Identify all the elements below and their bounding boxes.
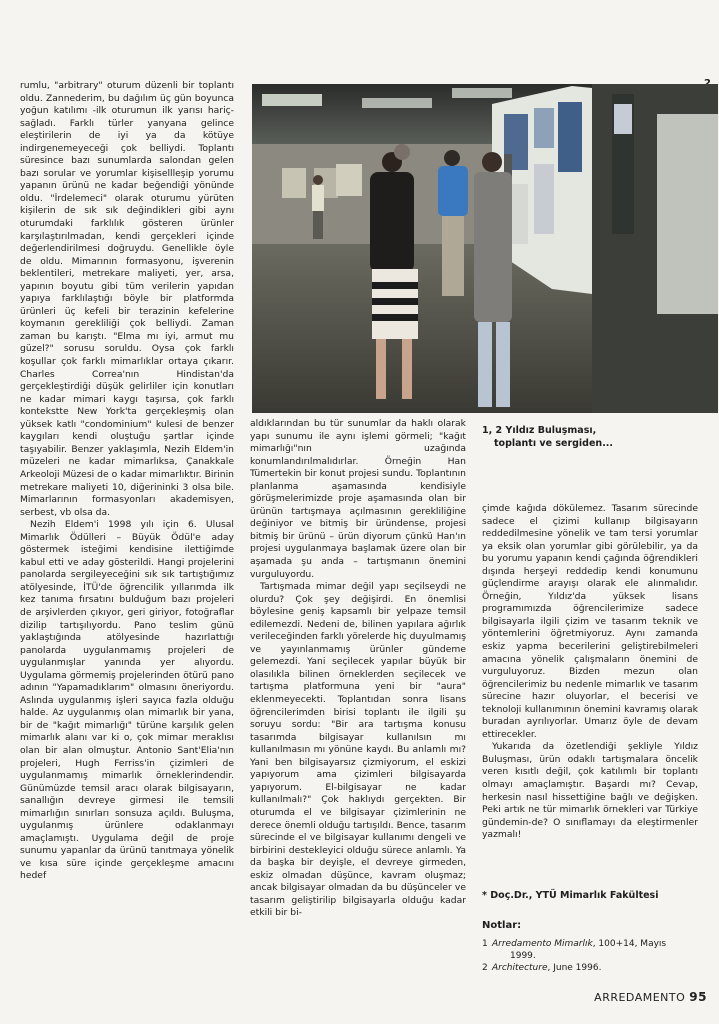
note-title: Arredamento Mimarlık (492, 939, 593, 949)
caption-line: toplantı ve sergiden... (494, 438, 614, 449)
magazine-name: ARREDAMENTO (594, 991, 686, 1004)
note-item (482, 938, 702, 950)
text-column-3 (482, 503, 698, 841)
photo-caption (482, 424, 702, 450)
caption-line: 1, 2 Yıldız Buluşması, (482, 425, 597, 436)
paragraph: çimde kağıda dökülemez. Tasarım sürecinde sadece el çizimi kullanıp bilgisayarın reddedilmesine yönelik ve tam tersi yorumlar ya eksik olan yorumlar gibi görülebilir, ya da bu yorumu yapanın kendi çağında öğrendikleri dışında herşeyi reddedip kendi konumunu güçlendirme arayışı olarak ele alınmalıdır. Örneğin, Yıldız'da yüksek lisans programımızda öğrencilerimize sadece bilgisayarla ilgili çizim ve tasarım teknik ve yöntemlerini öğretmiyoruz. Aynı zamanda eskiz yapma becerilerini geliştirebilmeleri amacına yönelik çalışmaların önemini de vurguluyoruz. Bizden mezun olan öğrencilerimiz bu nedenle mimarlık ve tasarım sürecine hazır oluyorlar, el becerisi ve teknoloji kullanımının önemini kavramış olarak buradan ayrılıyorlar. Umarız öyle de devam ettirecekler. (482, 503, 698, 740)
note-text (492, 938, 666, 950)
author-affiliation: * Doç.Dr., YTÜ Mimarlık Fakültesi (482, 890, 659, 901)
note-details: , 100+14, Mayıs (592, 939, 667, 949)
exhibition-photo (252, 84, 718, 413)
page-number: 95 (689, 990, 707, 1004)
note-text (492, 962, 601, 974)
page-footer (594, 990, 707, 1004)
paragraph: Tartışmada mimar değil yapı seçilseydi ne olurdu? Çok şey değişirdi. En önemlisi böylesine geniş kapsamlı bir yelpaze temsil edilemezdi. Nedeni de, bilinen yapılara ağırlık verileceğinden farklı yörelerde hiç duyulmamış ve yayınlanmamış ürünler gündeme gelemezdi. Yani seçilecek yapılar büyük bir olasılıkla bilinen örneklerden seçilecek ve tartışma platformuna yeni bir "aura" eklenmeyecekti. Toplantıdan sonra lisans öğrencilerimden birisi toplantı ile ilgili şu soruyu sordu: "Bir ara tartışma konusu tasarımda bilgisayar kullanılsın mı kullanılmasın mı yönüne kaydı. Bu anlamlı mı? Yani ben bilgisayarsız çizmiyorum, el eskizi yapıyorum ama çizimleri bilgisayarda yapıyorum. El-bilgisayar ne kadar kullanılmalı?" Çok haklıydı gerçekten. Bir oturumda el ve bilgisayar çizimlerinin ne derece önemli olduğu tartışıldı. Bence, tasarım sürecinde el ve bilgisayar kullanımı dengeli ve birbirini destekleyici olduğu sürece anlamlı. Ya da başka bir deyişle, el devreye girmeden, eskiz olmadan düşünce, kavram oluşmaz; ancak bilgisayar olmadan da bu düşünceler ve tasarım geliştirilip bilgisayarla olduğu kadar etkili bir bi- (250, 581, 466, 919)
notes-heading: Notlar: (482, 920, 522, 931)
notes-list (482, 938, 702, 974)
note-number: 2 (482, 963, 488, 973)
paragraph: Yukarıda da özetlendiği şekliyle Yıldız Buluşması, ürün odaklı tartışmalara öncelik veren kısıtlı değil, çok katılımlı bir toplantı olmayı amaçlamıştır. Başardı mı? Cevap, herkesin nasıl hissettiğine bağlı ve değişken. Peki artık ne tür mimarlık örnekleri var Türkiye gündemin-de? O sınıflamayı da eleştirmenler yazmalı! (482, 741, 698, 841)
paragraph: Nezih Eldem'i 1998 yılı için 6. Ulusal Mimarlık Ödülleri – Büyük Ödül'e aday göstermek isteğimi kendisine ilettiğimde kabul etti ve aday gösterildi. Hangi projelerini panolarda sergileyeceğini sık sık tartıştığımız atölyesinde, İTÜ'de öğrencilik yıllarımda ilk kez tanıma fırsatını bulduğum bazı projeleri de arşivlerden çıkıyor, geri giriyor, fotoğraflar dizilip tartışılıyordu. Pano teslim günü yaklaştığında atölyesinde hazırlattığı panolarda uygulanmamış projeleri de uygulanmışlar yanında yer alıyordu. Uygulama görmemiş projelerinden ötürü pano adının "Yapamadıklarım" olmasını öneriyordu. Aslında uygulanmış işleri sayıca fazla olduğu halde. Az uygulanmış olan mimarlık bir yana, bir de "kağıt mimarlığı" türüne karşılık gelen mimarlık alanı var ki o, çok mimar meraklısı olan bir alan olmuştur. Antonio Sant'Elia'nın projeleri, Hugh Ferriss'in çizimleri de uygulanmamış mimarlık örneklerindendir. Günümüzde temsil aracı olarak bilgisayarın, sanallığın devreye girmesi ile temsili mimarlığın sınırları sonsuza açıldı. Buluşma, uygulanmış ürünlere odaklanmayı amaçlamıştı. Uygulama değil de proje sunumu yapanlar da ürünü tanıtmaya yönelik ve kısa süre içinde gerçekleşme amacını hedef (20, 519, 234, 882)
exhibition-scene (252, 84, 718, 413)
note-number: 1 (482, 939, 488, 949)
note-continuation: 1999. (510, 951, 536, 961)
text-column-2 (250, 418, 466, 986)
paragraph: rumlu, "arbitrary" oturum düzenli bir toplantı oldu. Zannederim, bu dağılım üç gün boyunca yoğun katılımı -ilk oturumun ilk yarısı hariç- sağladı. Farklı türler yanyana gelince eleştirilerin de iyi ya da kötüye indirgenemeyeceği çok belliydi. Toplantı süresince bazı sunumlarda salondan gelen bazı sorular ve yorumlar kişisellleşip yorumu yapanın ürünü ne kadar beğendiği yönünde oldu. "İrdelemeci" olarak oturumu yürüten kişilerin de sık sık değindikleri gibi aynı oturumdaki farklılık gösteren ürünler karşılaştırılmadan, kendi gerçekleri içinde değerlendirilmesi doğruydu. Genellikle öyle de oldu. Mimarının formasyonu, işverenin beklentileri, metrekare maliyeti, yer, arsa, yapının boyutu gibi tüm verilerin yapıdan yapıya farklılaştığı böyle bir platformda ürünleri üç kefeli bir terazinin kefelerine koymanın gerekliliği çok belliydi. Zaman zaman bu karıştı. "Elma mı iyi, armut mu güzel?" sorusu soruldu. Oysa çok farklı koşullar çok farklı mimarlıklar ortaya çıkarır. Charles Correa'nın Hindistan'da gerçekleştirdiği düşük gelirliler için konutları ne kadar mimari kaygı taşırsa, çok farklı kontekstte New York'ta gerçekleşmiş olan yüksek katlı "condominium" kulesi de benzer kaygıları kendi oluştuğu şartlar içinde taşıyabilir. Benzer yaklaşımla, Nezih Eldem'in müzeleri ne kadar mimarlıksa, Çanakkale Arkeoloji Müzesi de o kadar mimarlıktır. Birinin metrekare maliyeti 10, diğerininki 3 olsa bile. Mimarlarının formasyonları akademisyen, serbest, vb olsa da. (20, 80, 234, 518)
note-item (482, 962, 702, 974)
note-title: Architecture (492, 963, 548, 973)
text-column-1 (20, 80, 234, 986)
paragraph: aldıklarından bu tür sunumlar da haklı olarak yapı sunumu ile aynı işlemi görmeli; "kağıt mimarlığı"nın uzağında konumlandırılmalıdırlar. Örneğin Han Tümertekin bir konut projesi sundu. Toplantının planlanma aşamasında kendisiyle görüşmelerimizde proje aşamasında olan bir ürünün tartışmaya açılmasının gerekliliğine değiniyor ve bitmiş bir üründense, projesi bitmiş bir ürünü – ürün diyorum çünkü Han'ın projesi uygulanmaya başlamak üzere olan bir aşamada şu anda – tartışmanın önemini vurguluyordu. (250, 418, 466, 580)
note-details: , June 1996. (547, 963, 602, 973)
